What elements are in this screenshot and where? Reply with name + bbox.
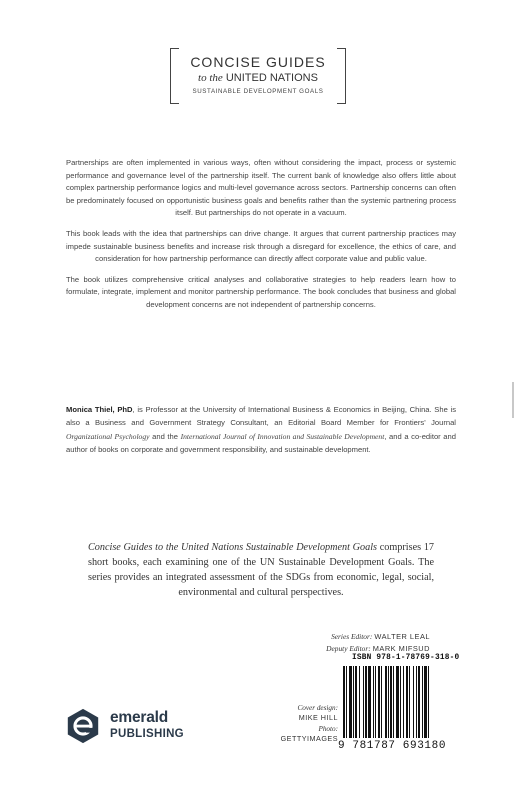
edge-mark xyxy=(512,382,514,418)
cover-credits xyxy=(262,703,338,745)
barcode-bar xyxy=(368,666,371,738)
blurb-paragraph-2: This book leads with the idea that partnerships can drive change. It argues that current partnership practices may impede sustainable business benefits and increase risk through a disregard for excellence, the ethics of care, and consideration for how partnership performance can directly affect corporate value and public value. xyxy=(66,228,456,264)
barcode-bar xyxy=(388,666,389,738)
barcode-bar xyxy=(363,666,364,738)
bio-text-3: , and a co-editor and author of books on corporate and government responsibility, and sustainable development. xyxy=(66,431,456,455)
barcode-bar xyxy=(346,666,347,738)
barcode-bar xyxy=(385,666,387,738)
photo-label: Photo: xyxy=(318,724,338,733)
barcode-bar xyxy=(349,666,352,738)
barcode-bar xyxy=(373,666,374,738)
barcode-bar xyxy=(422,666,423,738)
emerald-e-icon xyxy=(64,707,102,745)
series-description-title: Concise Guides to the United Nations Sustainable Development Goals xyxy=(88,542,378,553)
barcode-bar xyxy=(365,666,367,738)
author-bio xyxy=(66,403,456,457)
barcode-bar xyxy=(409,666,410,738)
barcode-bar xyxy=(343,666,345,738)
publisher-name: emerald xyxy=(110,709,169,726)
bio-journal-2: International Journal of Innovation and Sustainable Development xyxy=(180,431,385,441)
series-logo-line2-prefix: to the xyxy=(198,72,223,84)
barcode-bar xyxy=(353,666,354,738)
barcode-bar xyxy=(396,666,399,738)
barcode-icon xyxy=(342,666,460,738)
series-logo-line3: SUSTAINABLE DEVELOPMENT GOALS xyxy=(192,88,324,95)
series-description xyxy=(88,540,434,600)
series-editor-label: Series Editor: xyxy=(331,632,373,641)
cover-design-name: MIKE HILL xyxy=(298,713,338,723)
barcode-bar xyxy=(393,666,394,738)
book-blurb xyxy=(66,157,456,312)
barcode-digits: 9 781787 693180 xyxy=(338,740,447,752)
author-name: Monica Thiel, PhD xyxy=(66,405,133,414)
barcode-bar xyxy=(378,666,380,738)
series-logo xyxy=(170,48,346,102)
barcode-bar xyxy=(406,666,408,738)
barcode-bar xyxy=(355,666,357,738)
barcode-bar xyxy=(424,666,427,738)
barcode-bar xyxy=(418,666,420,738)
series-description-text: comprises 17 short books, each examining one of the UN Sustainable Development Goals. The series provides an integrated assessment of the SDGs from economic, legal, social, environmental and cultural perspectives. xyxy=(88,542,435,598)
deputy-editor-label: Deputy Editor: xyxy=(326,644,371,653)
barcode-bar xyxy=(416,666,417,738)
publisher-subtitle: PUBLISHING xyxy=(110,728,184,740)
blurb-paragraph-3: The book utilizes comprehensive critical analyses and collaborative strategies to help readers learn how to formulate, integrate, implement and monitor partnership performance. The book concludes that business and global development concerns are not independent of partnership concerns. xyxy=(66,274,456,309)
barcode-bar xyxy=(375,666,376,738)
series-editor-name: WALTER LEAL xyxy=(374,632,430,641)
blurb-paragraph-1: Partnerships are often implemented in various ways, often without considering the impact, process or systemic performance and governance level of the partnership itself. The current bank of knowledge also offers little about complex partnership performance logics and multi-level governance across sectors. Partnership concerns can often be predominately focused on opportunistic business goals and benefits rather than the systemic partnering process itself. But partnerships do not operate in a vacuum. xyxy=(66,158,456,218)
series-logo-line1: CONCISE GUIDES xyxy=(190,54,326,70)
barcode-bar xyxy=(403,666,404,738)
barcode-bar xyxy=(400,666,401,738)
editors xyxy=(150,631,430,655)
deputy-editor-name: MARK MIFSUD xyxy=(372,644,430,653)
photo-name: GETTYIMAGES xyxy=(280,734,338,744)
bio-journal-1: Organizational Psychology xyxy=(66,431,150,441)
barcode-bar xyxy=(381,666,382,738)
isbn-text: ISBN 978-1-78769-318-0 xyxy=(352,654,460,662)
barcode-bar xyxy=(390,666,392,738)
series-editor-line xyxy=(150,631,430,643)
series-logo-line2 xyxy=(170,72,346,84)
series-logo-line2-main: UNITED NATIONS xyxy=(225,72,318,84)
barcode-bar xyxy=(413,666,414,738)
barcode-bar xyxy=(359,666,360,738)
bio-text-2: and the xyxy=(149,431,181,441)
publisher-logo xyxy=(64,706,204,746)
barcode-bar xyxy=(428,666,429,738)
bio-text-1: , is Professor at the University of International Business & Economics in Beijing, China. She is also a Business and Government Strategy Consultant, an Editorial Board Member for Frontiers' Journal xyxy=(66,405,456,428)
cover-design-label: Cover design: xyxy=(297,704,338,712)
